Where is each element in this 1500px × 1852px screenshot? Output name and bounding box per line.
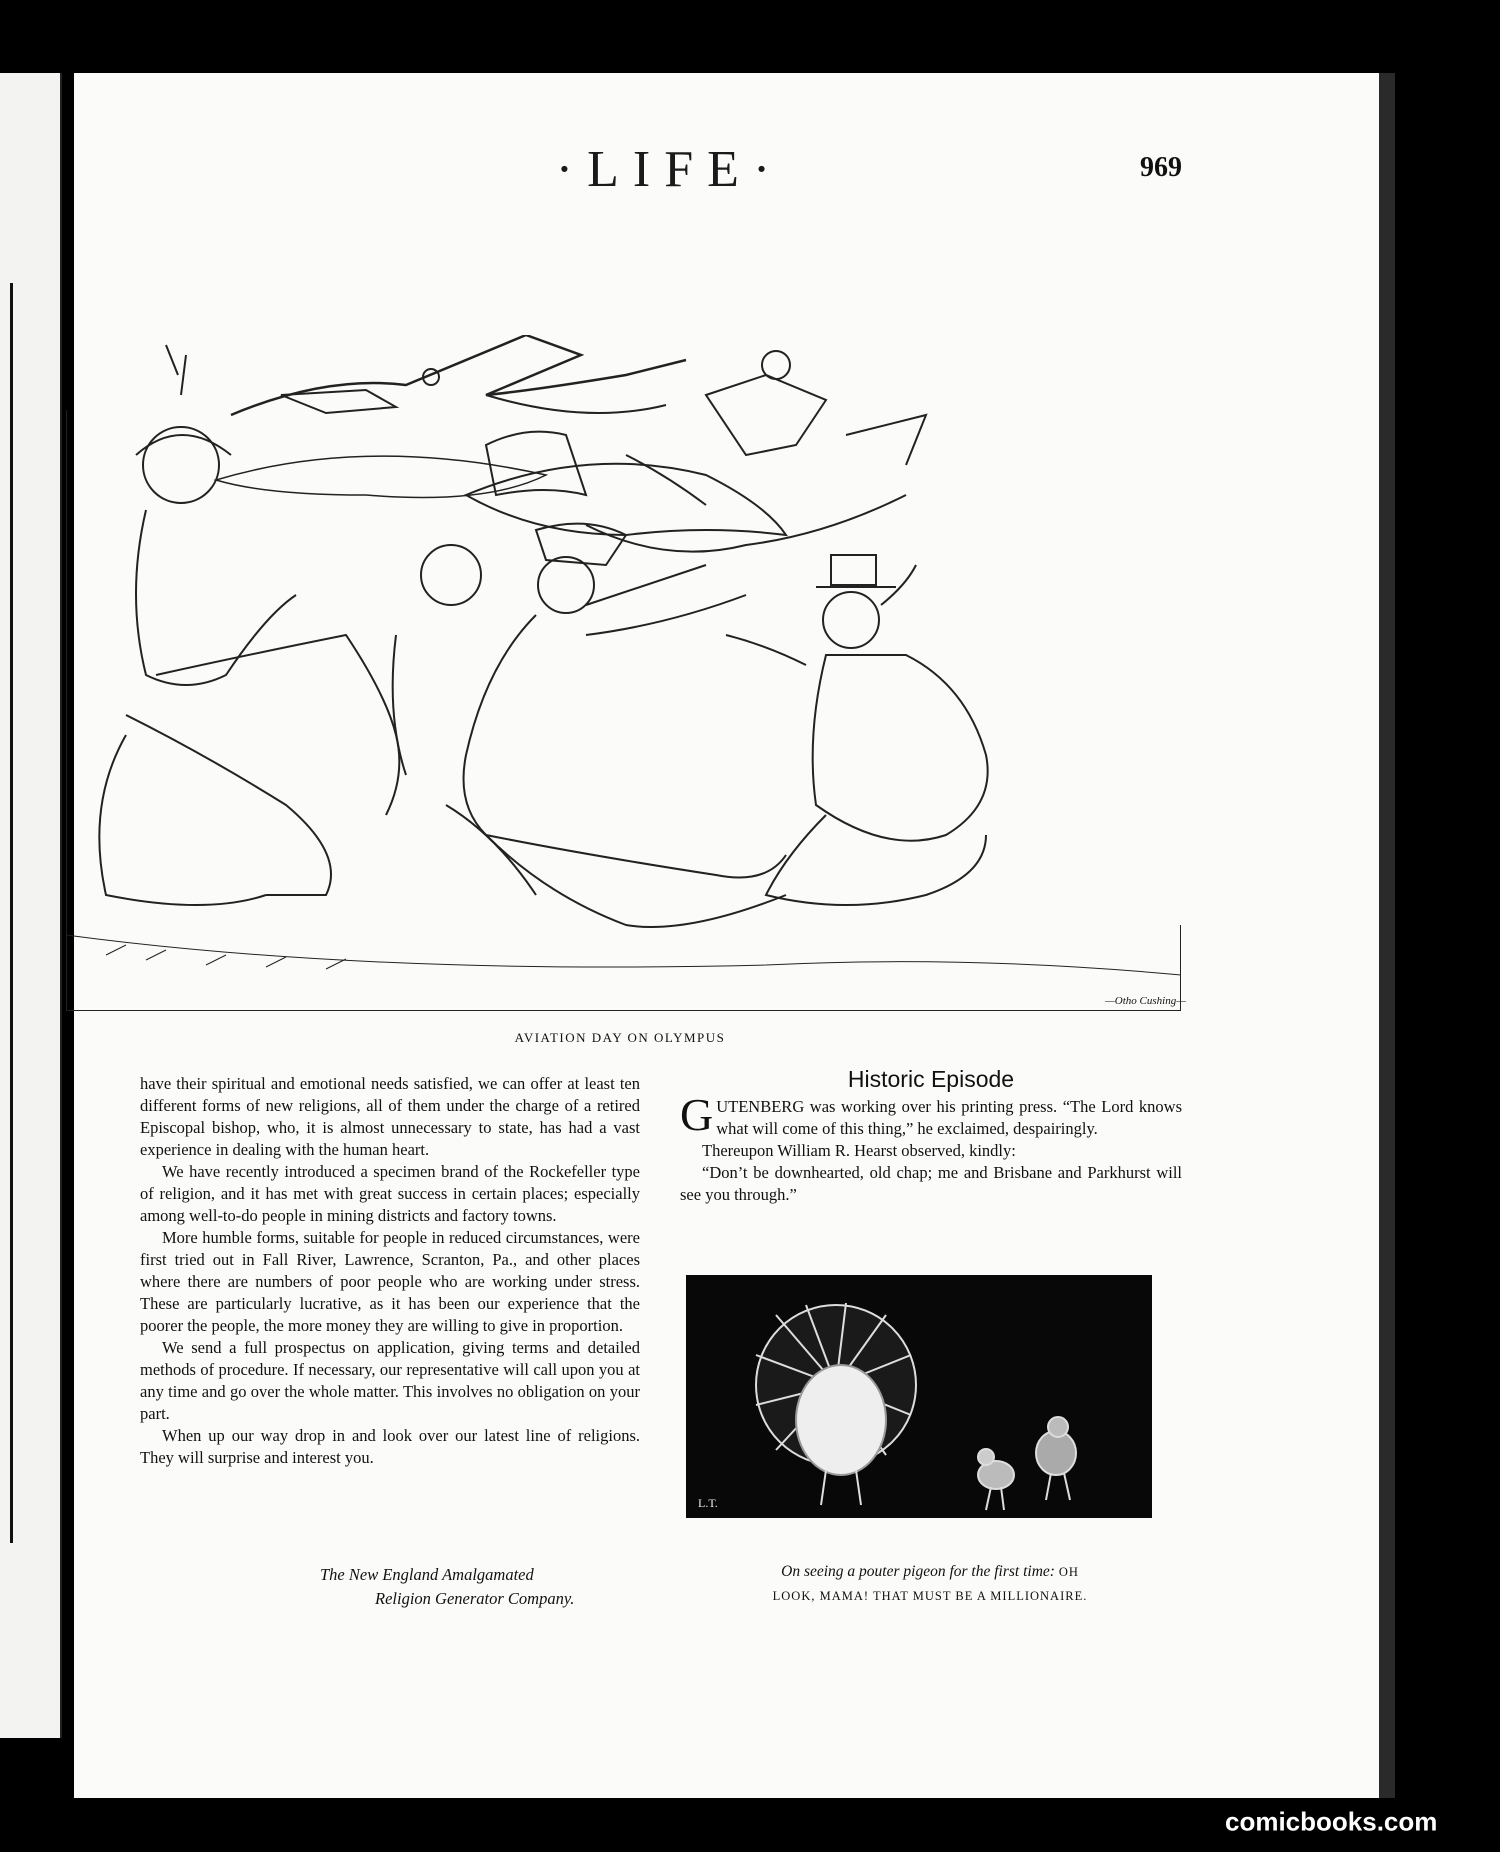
artist-signature: —Otho Cushing— (1105, 995, 1186, 1007)
previous-page-frame (0, 283, 13, 1543)
paragraph: “Don’t be downhearted, old chap; me and Brisbane and Parkhurst will see you through.” (680, 1163, 1182, 1204)
caption-italic: On seeing a pouter pigeon for the first time: (781, 1563, 1055, 1580)
cartoon-caption: AVIATION DAY ON OLYMPUS (514, 1030, 726, 1045)
pigeon-cartoon (686, 1275, 1152, 1518)
paragraph (680, 1089, 1182, 1140)
aviation-cartoon (66, 335, 1181, 1011)
page-number: 969 (1140, 152, 1182, 183)
caption-caps: OH (1058, 1565, 1079, 1579)
paragraph: have their spiritual and emotional needs satisfied, we can offer at least ten different forms of new religions, all of them under the charge of a retired Episcopal bishop, who, it is almost unnecessary to state, has had a vast experience in dealing with the human heart. (140, 1074, 640, 1159)
paragraph: We send a full prospectus on application, giving terms and detailed methods of procedure. If necessary, our representative will call upon you at any time and go over the whole matter. This involves no obligation on your part. (140, 1338, 640, 1423)
previous-page-edge (0, 73, 62, 1738)
signature-line: Religion Generator Company. (375, 1589, 575, 1608)
caption-caps: LOOK, MAMA! THAT MUST BE A MILLIONAIRE. (772, 1589, 1088, 1603)
article-heading: Historic Episode (847, 1066, 1015, 1092)
site-watermark: comicbooks.com (1225, 1806, 1438, 1837)
paragraph-text: UTENBERG was working over his printing press. “The Lord knows what will come of this thing,” he exclaimed, despairingly. (716, 1097, 1182, 1138)
artist-mark: L.T. (698, 1496, 718, 1510)
signature-line: The New England Amalgamated (320, 1565, 534, 1584)
page-edge-shadow (1379, 73, 1395, 1798)
paragraph: We have recently introduced a specimen brand of the Rockefeller type of religion, and it has met with great success in certain places; especially among well-to-do people in mining districts and factory towns. (140, 1162, 640, 1225)
drop-cap: G (680, 1089, 714, 1140)
paragraph: When up our way drop in and look over our latest line of religions. They will surprise and interest you. (140, 1426, 640, 1467)
paragraph: More humble forms, suitable for people in reduced circumstances, were first tried out in Fall River, Lawrence, Scranton, Pa., and other places where there are numbers of poor people who are working under stress. These are particularly lucrative, as it has been our experience that the poorer the people, the more money they are willing to give in proportion. (140, 1228, 640, 1335)
left-column (140, 1073, 640, 1469)
paragraph: Thereupon William R. Hearst observed, kindly: (702, 1141, 1016, 1160)
company-signature (290, 1563, 640, 1611)
masthead-title: ·LIFE· (555, 141, 785, 198)
pigeon-caption (690, 1560, 1170, 1608)
right-column (680, 1068, 1182, 1206)
